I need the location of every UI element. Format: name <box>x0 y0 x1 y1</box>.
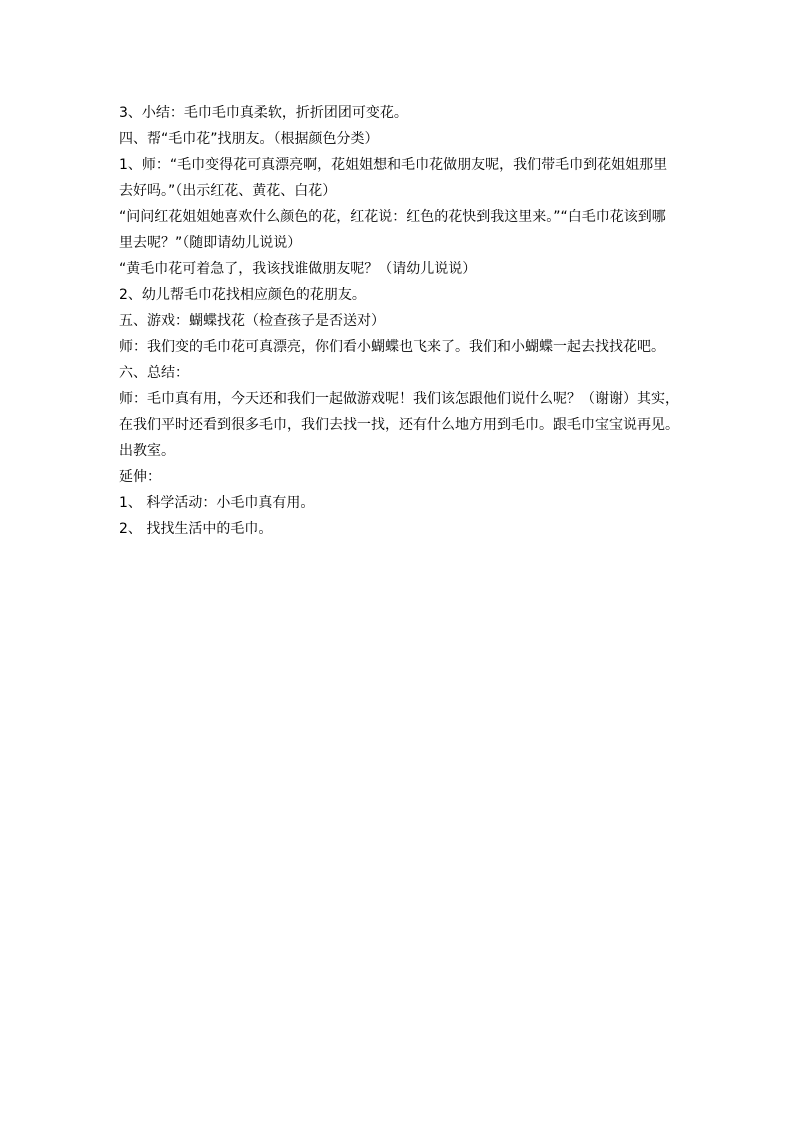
extension-item: 1、 科学活动：小毛巾真有用。 <box>119 495 315 511</box>
paragraph-line: 出教室。 <box>119 443 175 459</box>
paragraph-line: 师：毛巾真有用，今天还和我们一起做游戏呢！我们该怎跟他们说什么呢？（谢谢）其实， <box>119 391 679 407</box>
paragraph-line: “黄毛巾花可着急了，我该找谁做朋友呢？（请幼儿说说） <box>119 261 477 277</box>
extension-item: 2、 找找生活中的毛巾。 <box>119 521 273 537</box>
paragraph-line: 师：我们变的毛巾花可真漂亮，你们看小蝴蝶也飞来了。我们和小蝴蝶一起去找找花吧。 <box>119 339 665 355</box>
section-six-heading: 六、总结： <box>119 365 189 381</box>
extension-heading: 延伸： <box>119 469 161 485</box>
section-four-heading: 四、帮“毛巾花”找朋友。（根据颜色分类） <box>119 131 379 147</box>
paragraph-line: 里去呢？”（随即请幼儿说说） <box>119 235 302 251</box>
paragraph-line: 1、师：“毛巾变得花可真漂亮啊，花姐姐想和毛巾花做朋友呢，我们带毛巾到花姐姐那里 <box>119 157 668 173</box>
section-five-heading: 五、游戏：蝴蝶找花（检查孩子是否送对） <box>119 313 385 329</box>
paragraph-line: 去好吗。”（出示红花、黄花、白花） <box>119 183 337 199</box>
paragraph-line: 在我们平时还看到很多毛巾，我们去找一找，还有什么地方用到毛巾。跟毛巾宝宝说再见。 <box>119 417 679 433</box>
paragraph-line: “问问红花姐姐她喜欢什么颜色的花，红花说：红色的花快到我这里来。”“白毛巾花该到哪 <box>119 209 666 225</box>
summary-line: 3、小结：毛巾毛巾真柔软，折折团团可变花。 <box>119 105 408 121</box>
paragraph-line: 2、幼儿帮毛巾花找相应颜色的花朋友。 <box>119 287 366 303</box>
document-body <box>119 100 679 542</box>
